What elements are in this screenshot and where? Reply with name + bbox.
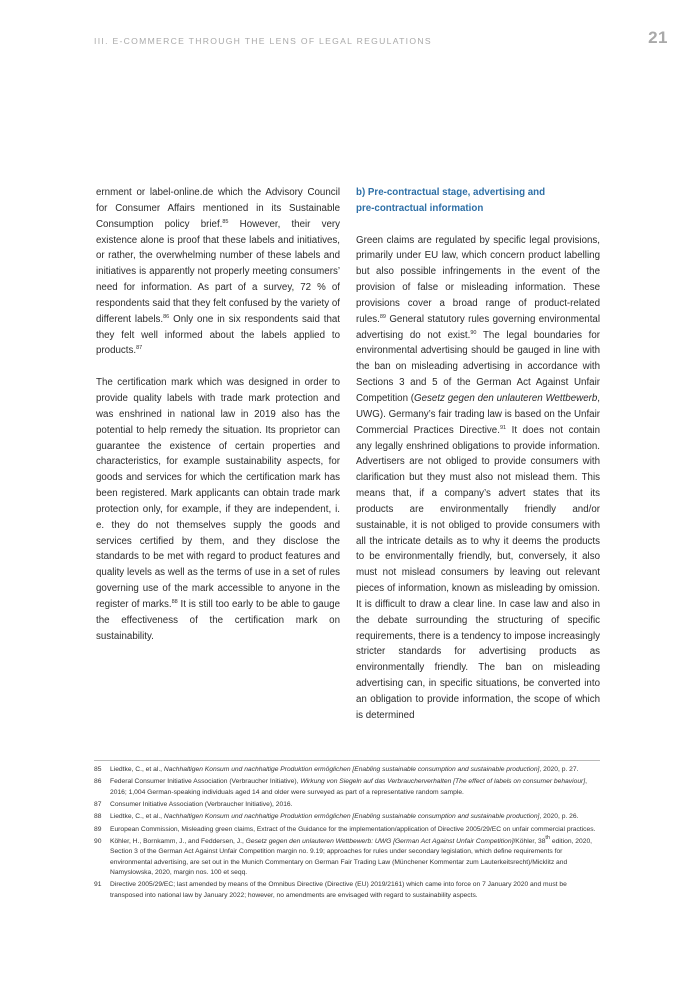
footnote-ref-85[interactable]: 85	[222, 218, 229, 225]
page-header	[94, 28, 674, 53]
footnote-ref-90[interactable]: 90	[470, 329, 477, 336]
footnote-ref-86[interactable]: 86	[163, 313, 170, 320]
section-heading: b) Pre-contractual stage, advertising and pre-contractual information	[356, 187, 546, 214]
footnote-ref-91[interactable]: 91	[499, 424, 507, 431]
footnote-85: 85 Liedtke, C., et al., Nachhaltigen Konsum und nachhaltige Produktion ermöglichen [Enabling sustainable consumption and sustainable production], 2020, p. 27.	[94, 766, 579, 773]
paragraph-labels: ernment or label-online.de which the Advisory Council for Consumer Affairs mentioned in its Sustainable Consumption policy brief.$^{85}$ However, their very existence alone is proof that these labels and initiatives, or rather, the overwhelming number of these labels and initiatives is apparently not properly meeting consumers’ need for information. As part of a survey, 72 % of respondents said that they felt confused by the variety of different labels.$^{86}$ Only one in six respondents said that they felt well informed about the labels applied to products.$^{87}$	[96, 187, 341, 357]
footnote-divider	[94, 760, 600, 761]
footnote-ref-89[interactable]: 89	[379, 313, 386, 320]
footnote-86: 86 Federal Consumer Initiative Association (Verbraucher Initiative), Wirkung von Siegeln auf das Verbraucherverhalten [The effect of labels on consumer behaviour], 2016; 1,004 German-speaking individuals aged 14 and older were surveyed as part of a representative random sample.	[94, 778, 587, 796]
footnote-ref-87[interactable]: 87	[136, 345, 143, 352]
footnote-87: 87 Consumer Initiative Association (Verbraucher Initiative), 2016.	[94, 801, 293, 808]
page-number: 21	[648, 28, 668, 47]
footnote-ref-88[interactable]: 88	[171, 598, 178, 605]
footnote-91: 91 Directive 2005/29/EC; last amended by means of the Omnibus Directive (Directive (EU) 2019/2161) which came into force on 7 January 2020 and must be transposed into national law by January 2022; however, no amendments are envisaged with regard to sustainability aspects.	[94, 881, 567, 899]
footnote-88: 88 Liedtke, C., et al., Nachhaltigen Konsum und nachhaltige Produktion ermöglichen [Enabling sustainable consumption and sustainable production], 2020, p. 26.	[94, 813, 579, 821]
footnote-89: 89 European Commission, Misleading green claims, Extract of the Guidance for the implementation/application of Directive 2005/29/EC on unfair commercial practices.	[94, 825, 596, 833]
paragraph-certification-mark: The certification mark which was designed in order to provide quality labels with trade mark protection and was enshrined in national law in 2019 also has the potential to help remedy the situation. Its proprietor can guarantee the existence of certain properties and characteristics, for example sustainability aspects, for goods and services for which the certification mark has been registered. Mark applicants can obtain trade mark protection only, for example, if they are independent, i. e. they do not themselves supply the goods and services certified by them, and they disclose the standards to be met with regard to product features and quality levels as well as the terms of use in a set of rules governing use of the mark accessible to anyone in the register of marks.$^{88}$ It is still too early to be able to gauge the effectiveness of the certification mark on sustainability.	[96, 377, 340, 642]
footnotes	[94, 765, 600, 903]
running-title: III. E-COMMERCE THROUGH THE LENS OF LEGAL REGULATIONS	[94, 36, 432, 46]
footnote-90: 90 Köhler, H., Bornkamm, J., and Feddersen, J., Gesetz gegen den unlauteren Wettbewerb: UWG [German Act Against Unfair Competition]/Köhler, 38th edition, 2020, Section 3 of the German Act Against Unfair Competition margin no. 9.19; approaches for rules under secondary legislation, which define requirements for environmental advertising, are set out in the Munich Commentary on German Fair Trading Law (Münchener Kommentar zum Lauterkeitsrecht)/Micklitz and Namyslowska, 2020, margin nos. 100 et seqq.	[94, 834, 593, 877]
left-column	[96, 185, 340, 644]
paragraph-green-claims: Green claims are regulated by specific legal provisions, primarily under EU law, which concern product labelling but also possible infringements in the event of the provision of false or misleading information. These provisions cover a broad range of product-related rules.$^{89}$ General statutory rules governing environmental advertising do not exist.$^{90}$ The legal boundaries for environmental advertising should be gauged in line with the ban on misleading advertising in accordance with Sections 3 and 5 of the German Act Against Unfair Competition (Gesetz gegen den unlauteren Wettbewerb, UWG). Germany’s fair trading law is based on the Unfair Commercial Practices Directive.$^{91}$ It does not contain any legally enshrined obligations to provide information. Advertisers are not obliged to provide consumers with clarification but they must also not mislead them. This means that, if a company’s advert states that its products are environmentally friendly and/or sustainable, it is not obliged to provide consumers with all the intricate details as to why it deems the products to be environmentally friendly, but, conversely, it also must not mislead consumers by leaving out relevant pieces of information, known as misleading by omission. It is difficult to draw a clear line. In case law and also in the debate surrounding the structuring of specific requirements, there is a tendency to impose increasingly stricter standards for advertising products as environmentally friendly. The ban on misleading advertising can, in specific situations, be converted into an obligation to provide information, the scope of which is determined	[356, 234, 601, 721]
right-column	[356, 185, 600, 724]
